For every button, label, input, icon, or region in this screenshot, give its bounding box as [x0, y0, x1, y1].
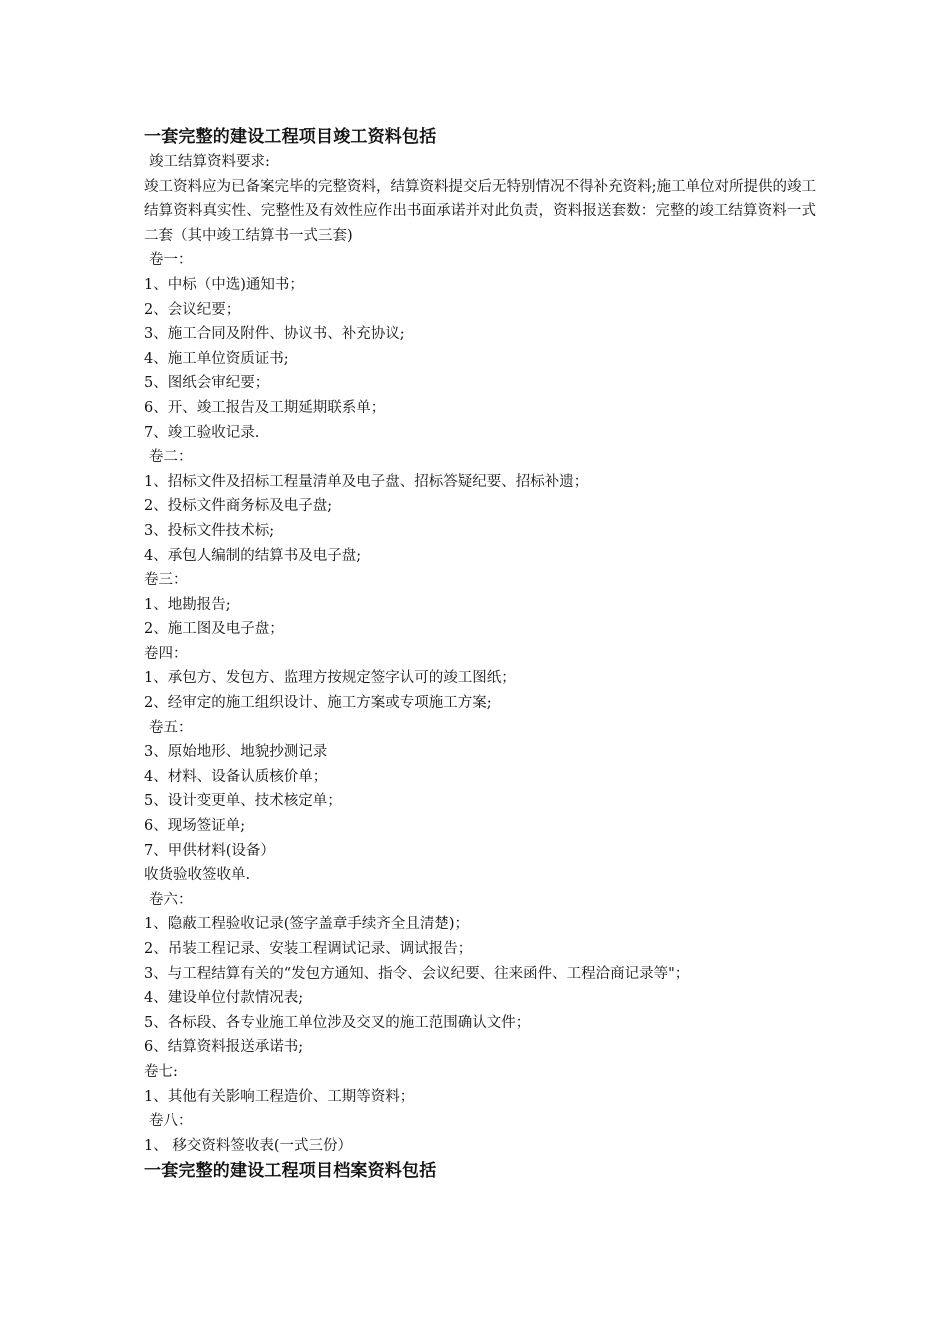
list-item: 5、各标段、各专业施工单位涉及交叉的施工范围确认文件； — [144, 1014, 531, 1031]
list-item: 2、经审定的施工组织设计、施工方案或专项施工方案; — [144, 695, 492, 712]
volume-title: 卷五： — [149, 719, 193, 736]
heading-archive-materials: 一套完整的建设工程项目档案资料包括 — [144, 1161, 437, 1182]
intro-label: 竣工结算资料要求: — [149, 154, 270, 170]
list-item: 4、承包人编制的结算书及电子盘; — [144, 547, 362, 564]
list-item: 1、隐蔽工程验收记录(签字盖章手续齐全且清楚)； — [144, 916, 470, 933]
list-item: 3、与工程结算有关的“发包方通知、指令、会议纪要、往来函件、工程洽商记录等"； — [144, 965, 690, 982]
list-item: 1、承包方、发包方、监理方按规定签字认可的竣工图纸； — [144, 670, 516, 687]
list-item: 收货验收签收单. — [144, 867, 251, 884]
list-item: 2、会议纪要； — [144, 301, 241, 318]
list-item: 2、吊装工程记录、安装工程调试记录、调试报告； — [144, 941, 473, 957]
document-page — [144, 124, 816, 1184]
volume-title: 卷四： — [144, 645, 188, 662]
heading-completion-materials: 一套完整的建设工程项目竣工资料包括 — [144, 127, 437, 147]
volume-title: 卷一： — [149, 252, 193, 269]
list-item: 7、竣工验收记录. — [144, 424, 260, 441]
list-item: 4、施工单位资质证书; — [144, 350, 289, 367]
list-item: 6、结算资料报送承诺书; — [144, 1039, 304, 1056]
list-item: 2、施工图及电子盘； — [144, 621, 284, 638]
list-item: 1、其他有关影响工程造价、工期等资料； — [144, 1088, 415, 1105]
list-item: 1、 移交资料签收表(一式三份） — [144, 1137, 352, 1154]
list-item: 7、甲供材料(设备） — [144, 842, 275, 859]
intro-paragraph: 竣工资料应为已备案完毕的完整资料，结算资料提交后无特别情况不得补充资料;施工单位对所提供的竣工结算资料真实性、完整性及有效性应作出书面承诺并对此负责，资料报送套数：完整的竣工结算资料一式二套（其中竣工结算书一式三套) — [144, 178, 816, 244]
list-item: 3、原始地形、地貌抄测记录 — [144, 744, 328, 761]
list-item: 5、设计变更单、技术核定单； — [144, 793, 342, 810]
volume-title: 卷二： — [149, 449, 193, 466]
list-item: 1、地勘报告; — [144, 596, 231, 613]
list-item: 1、招标文件及招标工程量清单及电子盘、招标答疑纪要、招标补遗； — [144, 473, 589, 490]
volume-list — [144, 248, 816, 1158]
list-item: 2、投标文件商务标及电子盘; — [144, 498, 333, 515]
list-item: 4、材料、设备认质核价单； — [144, 768, 328, 785]
list-item: 6、开、竣工报告及工期延期联系单； — [144, 399, 386, 416]
volume-title: 卷七: — [144, 1063, 178, 1080]
volume-title: 卷三： — [144, 572, 188, 589]
volume-title: 卷八： — [149, 1113, 193, 1130]
list-item: 1、中标（中选)通知书； — [144, 276, 304, 293]
list-item: 3、施工合同及附件、协议书、补充协议; — [144, 326, 405, 343]
list-item: 6、现场签证单; — [144, 818, 246, 835]
list-item: 5、图纸会审纪要； — [144, 375, 270, 392]
volume-title: 卷六： — [149, 891, 193, 908]
list-item: 4、建设单位付款情况表; — [144, 990, 304, 1007]
list-item: 3、投标文件技术标; — [144, 522, 275, 539]
